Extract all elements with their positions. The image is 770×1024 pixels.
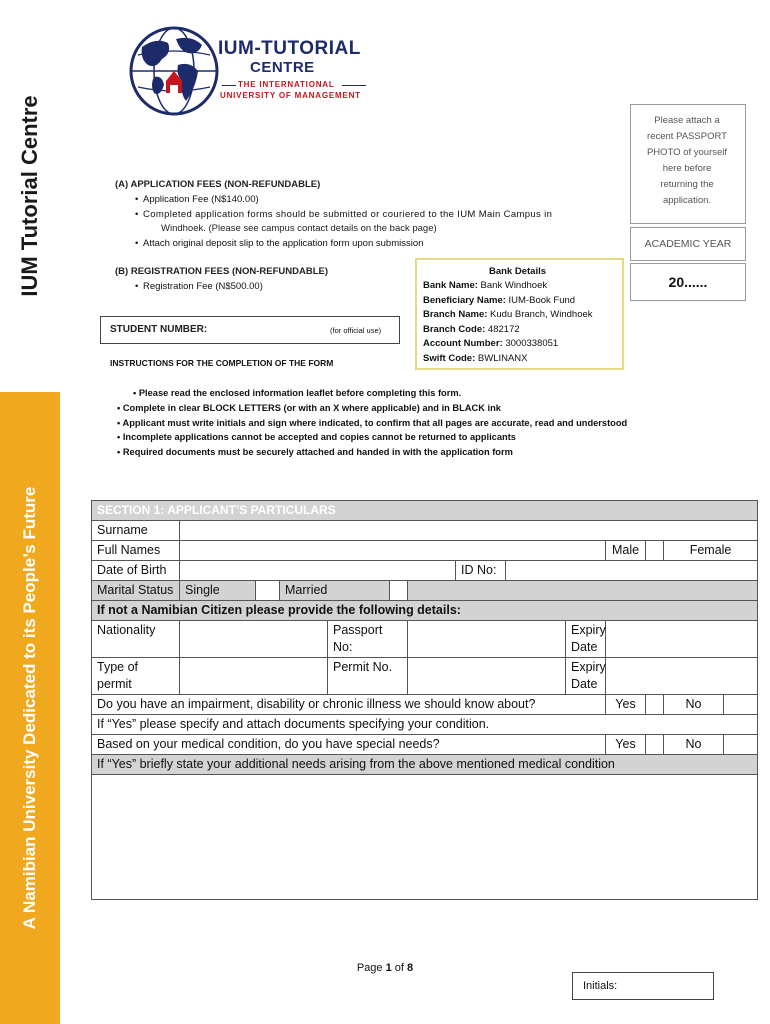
logo-rule-left [222,85,236,86]
academic-year-label: ACADEMIC YEAR [630,227,746,261]
fee-item: • Completed application forms should be submitted or couriered to the IUM Main Campus in [143,209,552,220]
logo-line3: THE INTERNATIONAL [238,80,335,89]
special-needs-question: Based on your medical condition, do you have special needs? [92,735,606,755]
globe-logo-icon [128,25,220,117]
impairment-no-checkbox[interactable] [724,695,758,715]
logo-rule-right [342,85,366,86]
special-needs-no-label: No [664,735,724,755]
impairment-yes-label: Yes [606,695,646,715]
special-needs-textarea[interactable] [92,775,758,900]
passport-no-field[interactable] [408,621,566,658]
initials-field[interactable]: Initials: [572,972,714,1000]
special-needs-prompt: If “Yes” briefly state your additional needs arising from the above mentioned medical condition [92,755,758,775]
surname-label: Surname [92,521,180,541]
nationality-field[interactable] [180,621,328,658]
instruction-item: • Please read the enclosed information leaflet before completing this form. [133,388,462,398]
id-no-field[interactable] [506,561,758,581]
instructions-title: INSTRUCTIONS FOR THE COMPLETION OF THE FORM [110,358,334,368]
instruction-item: • Incomplete applications cannot be accepted and copies cannot be returned to applicants [117,432,516,442]
fee-item: • Application Fee (N$140.00) [143,194,259,205]
marital-filler [408,581,758,601]
impairment-yes-checkbox[interactable] [646,695,664,715]
single-checkbox[interactable] [256,581,280,601]
female-label: Female [664,541,758,561]
side-title: IUM Tutorial Centre [17,95,42,297]
nationality-label: Nationality [92,621,180,658]
impairment-no-label: No [664,695,724,715]
page-number: Page 1 of 8 [356,962,414,974]
dob-label: Date of Birth [92,561,180,581]
passport-expiry-label: Expiry Date [566,621,606,658]
impairment-question: Do you have an impairment, disability or chronic illness we should know about? [92,695,606,715]
applicant-particulars-form [91,500,758,900]
married-label: Married [280,581,390,601]
full-names-label: Full Names [92,541,180,561]
married-checkbox[interactable] [390,581,408,601]
permit-type-field[interactable] [180,658,328,695]
logo-line2: CENTRE [250,59,315,76]
bank-details-title: Bank Details [488,266,547,277]
special-needs-yes-checkbox[interactable] [646,735,664,755]
non-citizen-header: If not a Namibian Citizen please provide the following details: [92,601,758,621]
special-needs-no-checkbox[interactable] [724,735,758,755]
impairment-specify-note: If “Yes” please specify and attach documents specifying your condition. [92,715,758,735]
surname-field[interactable] [180,521,758,541]
passport-no-label: Passport No: [328,621,408,658]
logo-line1: IUM-TUTORIAL [218,38,361,59]
fee-item-cont: Windhoek. (Please see campus contact details on the back page) [161,223,437,234]
id-no-label: ID No: [456,561,506,581]
student-number-label: STUDENT NUMBER: [110,324,208,335]
permit-no-field[interactable] [408,658,566,695]
male-checkbox[interactable] [646,541,664,561]
section-1-header: SECTION 1: APPLICANT’S PARTICULARS [92,501,758,521]
side-tagline: A Namibian University Dedicated to its People’s Future [20,486,39,930]
permit-no-label: Permit No. [328,658,408,695]
male-label: Male [606,541,646,561]
full-names-field[interactable] [180,541,606,561]
instruction-item: • Applicant must write initials and sign where indicated, to confirm that all pages are accurate, read and understood [117,418,628,428]
dob-field[interactable] [180,561,456,581]
passport-expiry-field[interactable] [606,621,758,658]
special-needs-yes-label: Yes [606,735,646,755]
instruction-item: • Complete in clear BLOCK LETTERS (or with an X where applicable) and in BLACK ink [117,403,501,413]
registration-fees-title: (B) REGISTRATION FEES (NON-REFUNDABLE) [115,266,329,277]
academic-year-field[interactable]: 20...... [630,263,746,301]
official-use-note: (for official use) [330,326,382,335]
single-label: Single [180,581,256,601]
instruction-item: • Required documents must be securely attached and handed in with the application form [117,447,513,457]
permit-expiry-label: Expiry Date [566,658,606,695]
logo-line4: UNIVERSITY OF MANAGEMENT [220,91,361,100]
permit-type-label: Type of permit [92,658,180,695]
fee-item: • Attach original deposit slip to the application form upon submission [143,238,423,249]
marital-status-label: Marital Status [92,581,180,601]
application-fees-title: (A) APPLICATION FEES (NON-REFUNDABLE) [115,179,321,190]
permit-expiry-field[interactable] [606,658,758,695]
bank-details-rows: Bank Name: Bank Windhoek Beneficiary Name: IUM-Book Fund Branch Name: Kudu Branch, Windhoek Branch Code: 482172 Account Number: 3000338051 Swift Code: BWLINANX [423,280,593,364]
photo-instructions: Please attach a recent PASSPORT PHOTO of yourself here before returning the application. [646,115,728,206]
fee-item: • Registration Fee (N$500.00) [143,281,263,292]
